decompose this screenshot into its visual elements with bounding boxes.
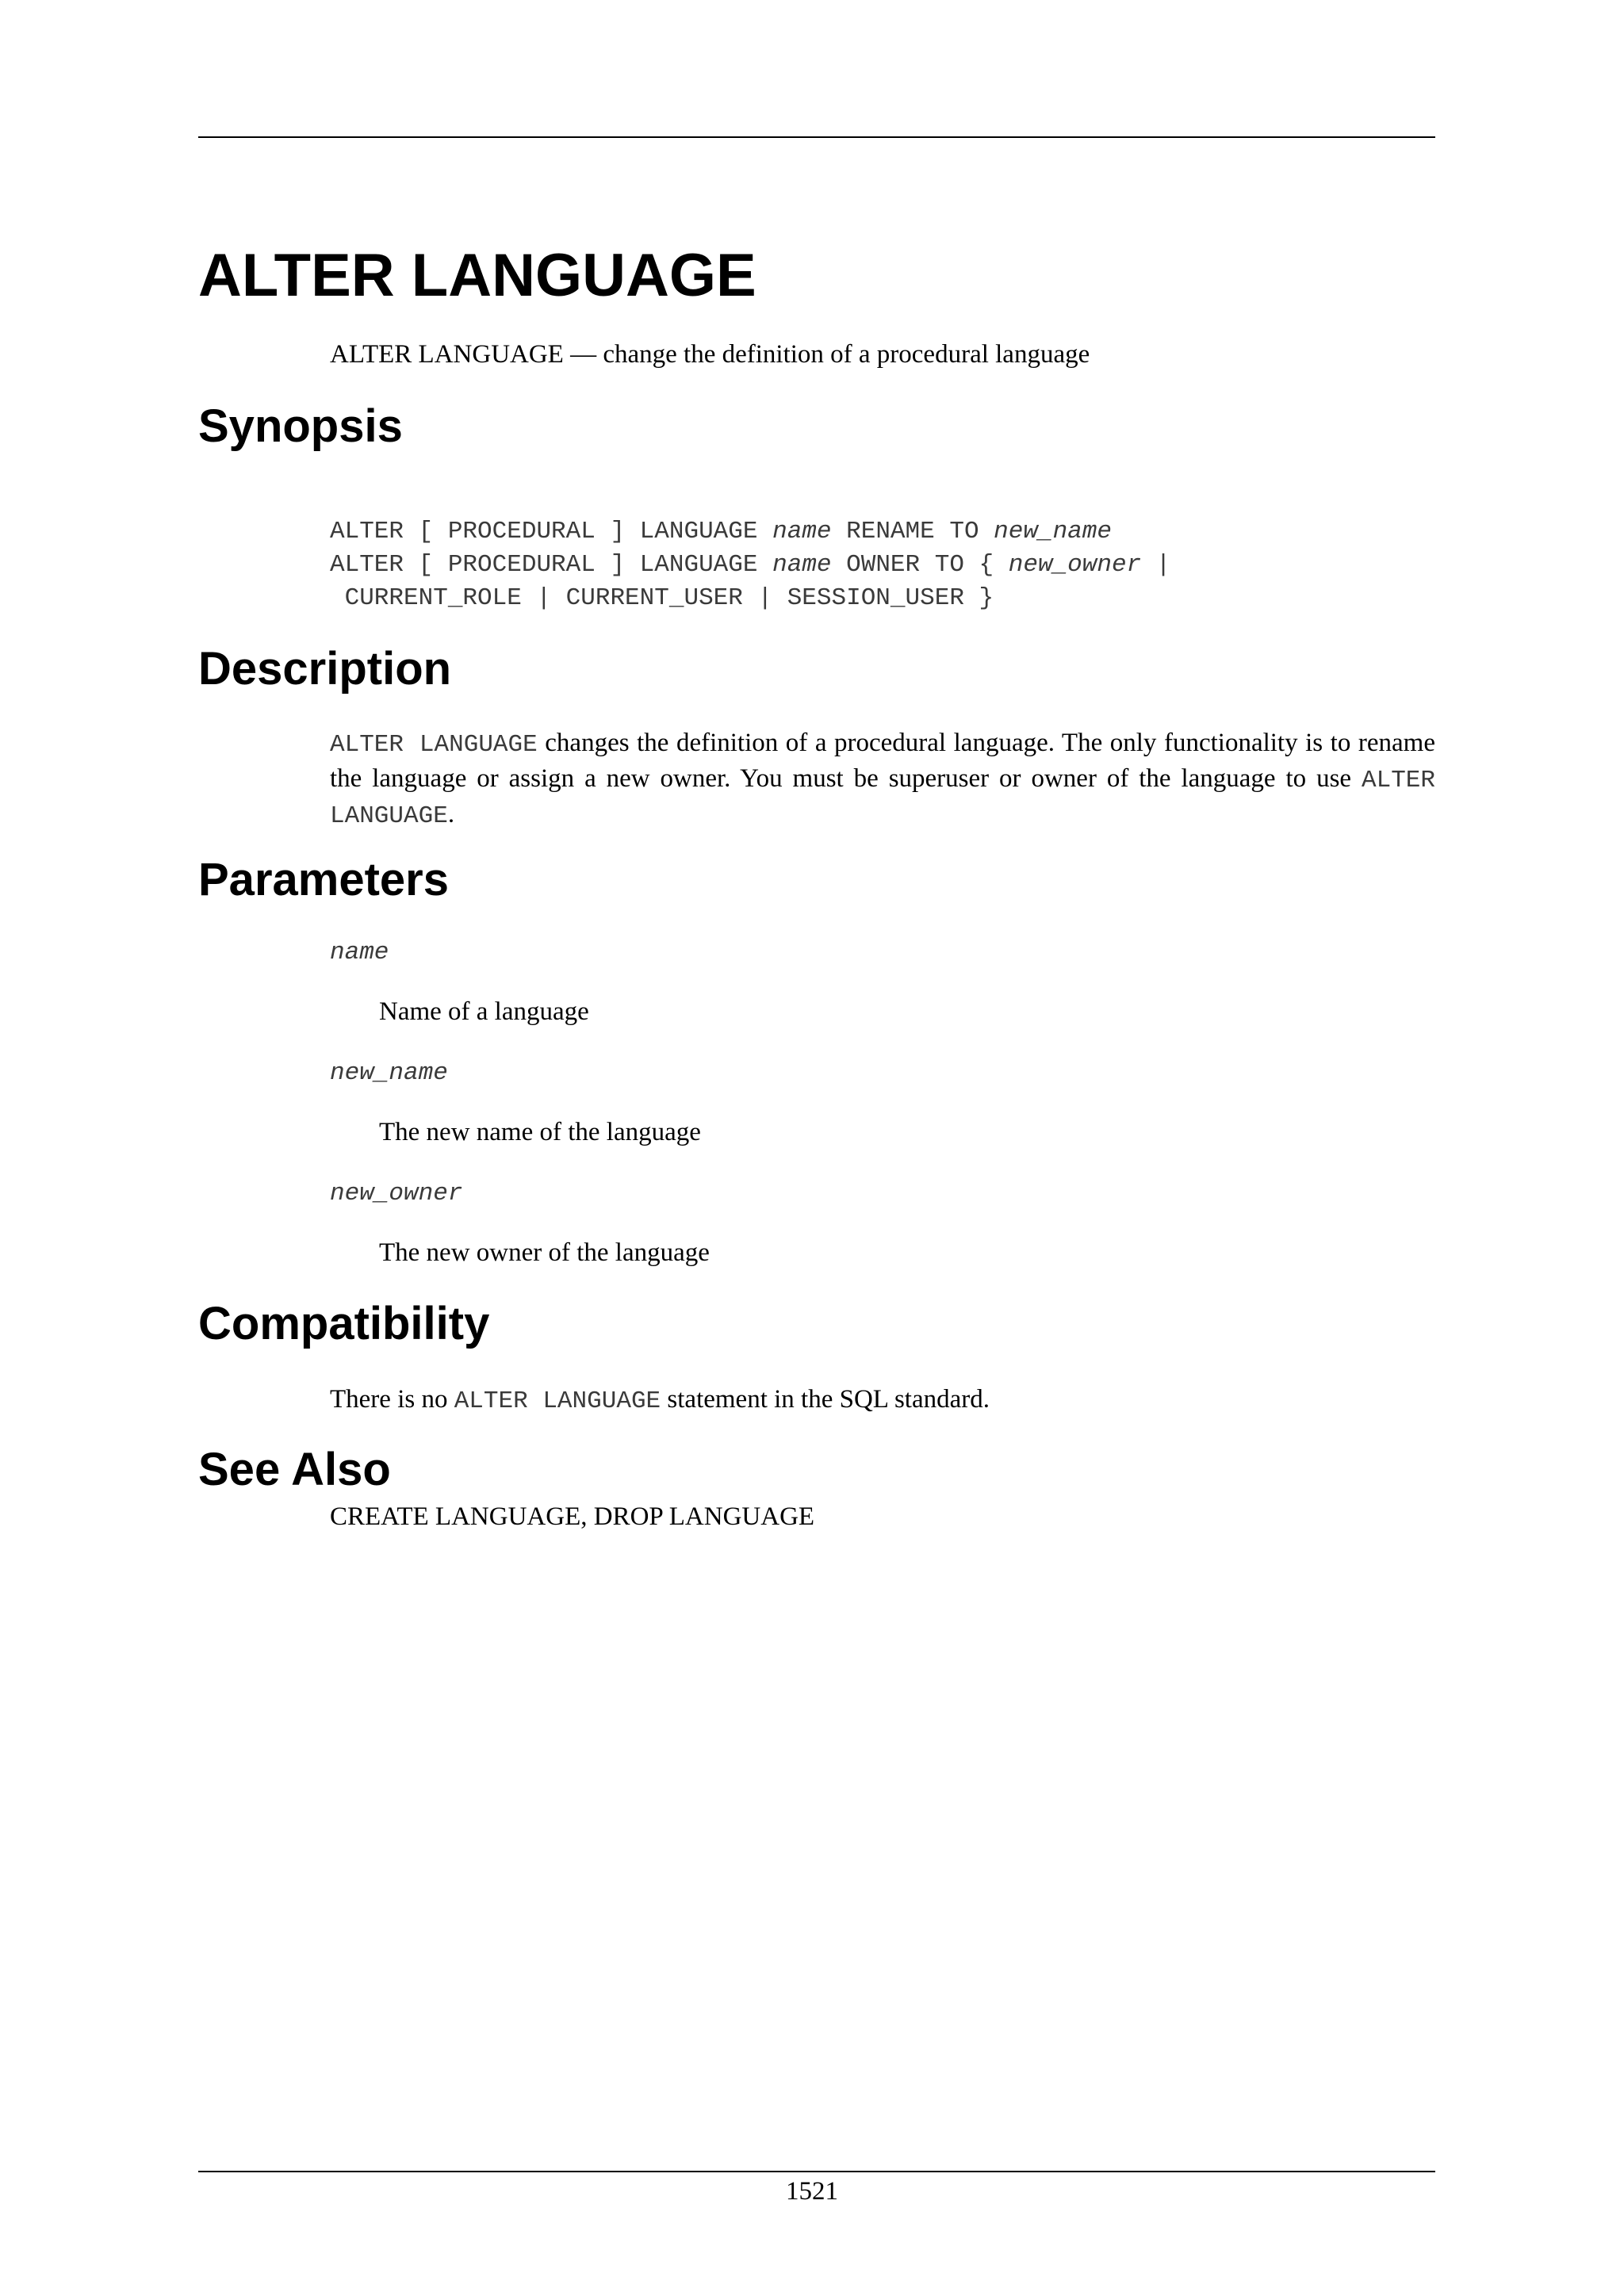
parameter-description: The new name of the language [379,1118,701,1146]
description-text1: changes the definition of a procedural language. The only functionality is to rename the language or assign a new owner. You must be superuser or owner of the language to use [330,729,1435,793]
description-text2: . [447,800,455,828]
synopsis-line3: CURRENT_ROLE | CURRENT_USER | SESSION_USER } [330,584,994,612]
compatibility-heading: Compatibility [198,1298,490,1349]
compatibility-text2: statement in the SQL standard. [661,1385,990,1414]
see-also-links: CREATE LANGUAGE, DROP LANGUAGE [330,1502,815,1531]
synopsis-line2-new-owner: new_owner [1008,551,1142,579]
synopsis-line1-name: name [772,518,832,545]
synopsis-line2-c: | [1141,551,1171,579]
compatibility-command: ALTER LANGUAGE [454,1387,661,1415]
description-heading: Description [198,643,452,695]
synopsis-line1-b: RENAME TO [831,518,994,545]
parameter-term: name [330,939,389,966]
parameters-heading: Parameters [198,854,449,905]
compatibility-paragraph [330,1383,1435,1418]
page-title: ALTER LANGUAGE [198,242,756,309]
compatibility-text1: There is no [330,1385,454,1414]
synopsis-line2-name: name [772,551,832,579]
footer-rule [198,2171,1435,2172]
synopsis-line1-a: ALTER [ PROCEDURAL ] LANGUAGE [330,518,773,545]
refpurpose: ALTER LANGUAGE — change the definition of a procedural language [330,340,1090,369]
see-also-heading: See Also [198,1444,391,1495]
parameter-description: Name of a language [379,997,589,1026]
description-paragraph [330,726,1435,833]
synopsis-heading: Synopsis [198,400,403,452]
header-rule [198,136,1435,138]
synopsis-line1-new-name: new_name [994,518,1112,545]
description-command-2: ALTER LANGUAGE [330,767,1435,830]
page-number: 1521 [786,2177,838,2206]
synopsis-block [330,515,1170,615]
parameter-term: new_owner [330,1180,463,1207]
description-command: ALTER LANGUAGE [330,731,538,759]
synopsis-line2-a: ALTER [ PROCEDURAL ] LANGUAGE [330,551,773,579]
parameter-description: The new owner of the language [379,1238,710,1267]
synopsis-line2-b: OWNER TO { [831,551,1009,579]
parameter-term: new_name [330,1059,448,1087]
